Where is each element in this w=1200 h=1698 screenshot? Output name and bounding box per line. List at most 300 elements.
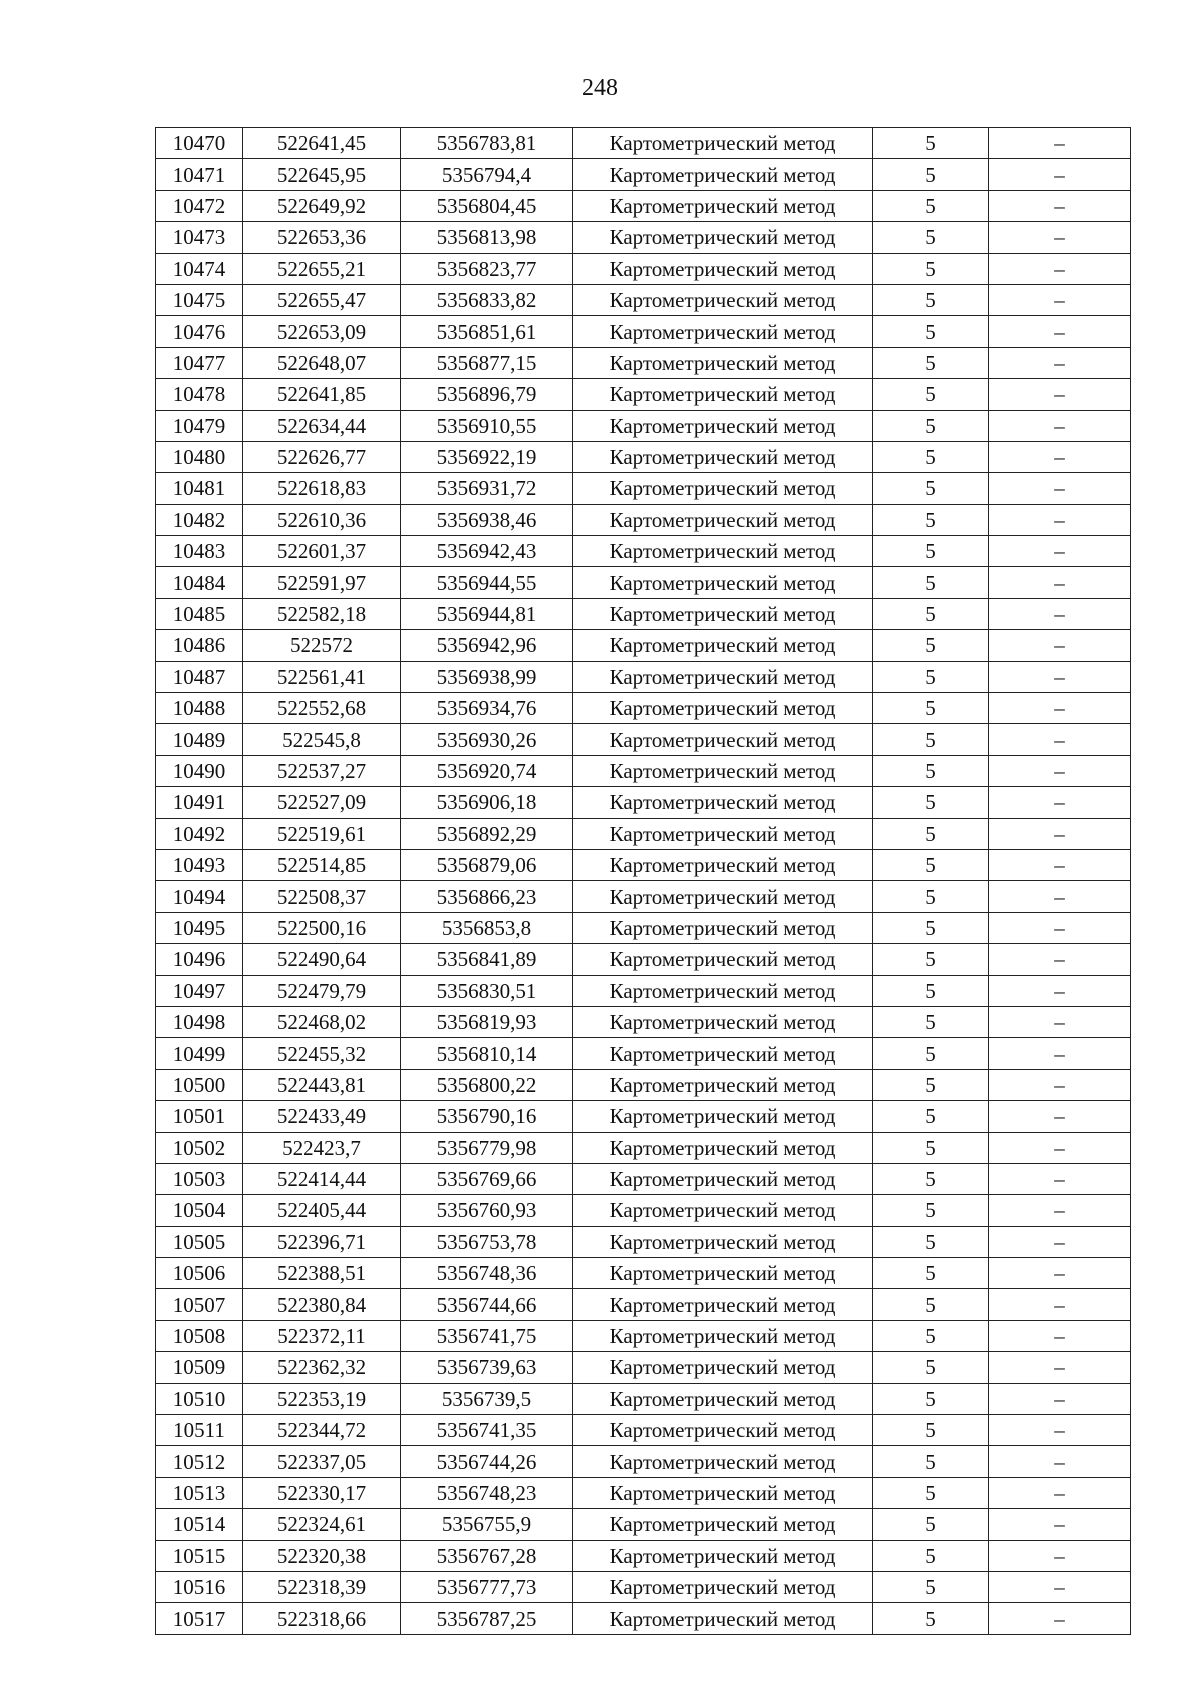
- y-coordinate-cell: 5356853,8: [401, 912, 573, 943]
- point-number-cell: 10510: [156, 1383, 243, 1414]
- accuracy-cell: 5: [873, 1258, 989, 1289]
- accuracy-cell: 5: [873, 441, 989, 472]
- point-number-cell: 10514: [156, 1509, 243, 1540]
- note-cell: –: [989, 1132, 1131, 1163]
- x-coordinate-cell: 522479,79: [243, 975, 401, 1006]
- note-cell: –: [989, 222, 1131, 253]
- table-row: [156, 316, 1131, 347]
- accuracy-cell: 5: [873, 630, 989, 661]
- point-number-cell: 10490: [156, 755, 243, 786]
- note-cell: –: [989, 630, 1131, 661]
- accuracy-cell: 5: [873, 1101, 989, 1132]
- table-row: [156, 473, 1131, 504]
- x-coordinate-cell: 522396,71: [243, 1226, 401, 1257]
- accuracy-cell: 5: [873, 1477, 989, 1508]
- note-cell: –: [989, 1258, 1131, 1289]
- point-number-cell: 10509: [156, 1352, 243, 1383]
- table-row: [156, 1571, 1131, 1602]
- point-number-cell: 10481: [156, 473, 243, 504]
- note-cell: –: [989, 912, 1131, 943]
- x-coordinate-cell: 522653,09: [243, 316, 401, 347]
- accuracy-cell: 5: [873, 1038, 989, 1069]
- note-cell: –: [989, 1038, 1131, 1069]
- table-row: [156, 504, 1131, 535]
- y-coordinate-cell: 5356830,51: [401, 975, 573, 1006]
- y-coordinate-cell: 5356920,74: [401, 755, 573, 786]
- table-row: [156, 975, 1131, 1006]
- table-row: [156, 222, 1131, 253]
- accuracy-cell: 5: [873, 849, 989, 880]
- table-row: [156, 912, 1131, 943]
- accuracy-cell: 5: [873, 1415, 989, 1446]
- accuracy-cell: 5: [873, 222, 989, 253]
- table-row: [156, 1006, 1131, 1037]
- method-cell: Картометрический метод: [573, 661, 873, 692]
- x-coordinate-cell: 522545,8: [243, 724, 401, 755]
- note-cell: –: [989, 441, 1131, 472]
- point-number-cell: 10495: [156, 912, 243, 943]
- table-row: [156, 441, 1131, 472]
- y-coordinate-cell: 5356823,77: [401, 253, 573, 284]
- note-cell: –: [989, 944, 1131, 975]
- point-number-cell: 10507: [156, 1289, 243, 1320]
- table-row: [156, 536, 1131, 567]
- point-number-cell: 10483: [156, 536, 243, 567]
- y-coordinate-cell: 5356938,46: [401, 504, 573, 535]
- y-coordinate-cell: 5356810,14: [401, 1038, 573, 1069]
- x-coordinate-cell: 522552,68: [243, 693, 401, 724]
- method-cell: Картометрический метод: [573, 787, 873, 818]
- table-row: [156, 818, 1131, 849]
- x-coordinate-cell: 522655,47: [243, 284, 401, 315]
- method-cell: Картометрический метод: [573, 1320, 873, 1351]
- table-row: [156, 661, 1131, 692]
- y-coordinate-cell: 5356942,43: [401, 536, 573, 567]
- y-coordinate-cell: 5356800,22: [401, 1069, 573, 1100]
- method-cell: Картометрический метод: [573, 1571, 873, 1602]
- y-coordinate-cell: 5356906,18: [401, 787, 573, 818]
- table-row: [156, 1603, 1131, 1634]
- table-row: [156, 724, 1131, 755]
- note-cell: –: [989, 504, 1131, 535]
- method-cell: Картометрический метод: [573, 630, 873, 661]
- method-cell: Картометрический метод: [573, 567, 873, 598]
- accuracy-cell: 5: [873, 379, 989, 410]
- y-coordinate-cell: 5356739,63: [401, 1352, 573, 1383]
- x-coordinate-cell: 522508,37: [243, 881, 401, 912]
- x-coordinate-cell: 522519,61: [243, 818, 401, 849]
- accuracy-cell: 5: [873, 755, 989, 786]
- note-cell: –: [989, 1163, 1131, 1194]
- x-coordinate-cell: 522591,97: [243, 567, 401, 598]
- note-cell: –: [989, 1320, 1131, 1351]
- table-row: [156, 1415, 1131, 1446]
- x-coordinate-cell: 522330,17: [243, 1477, 401, 1508]
- x-coordinate-cell: 522641,45: [243, 128, 401, 159]
- y-coordinate-cell: 5356938,99: [401, 661, 573, 692]
- y-coordinate-cell: 5356804,45: [401, 190, 573, 221]
- table-row: [156, 410, 1131, 441]
- point-number-cell: 10486: [156, 630, 243, 661]
- x-coordinate-cell: 522634,44: [243, 410, 401, 441]
- x-coordinate-cell: 522500,16: [243, 912, 401, 943]
- table-row: [156, 284, 1131, 315]
- table-row: [156, 1540, 1131, 1571]
- page-number: 248: [582, 75, 618, 101]
- accuracy-cell: 5: [873, 536, 989, 567]
- x-coordinate-cell: 522655,21: [243, 253, 401, 284]
- point-number-cell: 10513: [156, 1477, 243, 1508]
- accuracy-cell: 5: [873, 787, 989, 818]
- table-row: [156, 1226, 1131, 1257]
- y-coordinate-cell: 5356944,81: [401, 598, 573, 629]
- point-number-cell: 10492: [156, 818, 243, 849]
- table-row: [156, 1289, 1131, 1320]
- table-row: [156, 1477, 1131, 1508]
- point-number-cell: 10506: [156, 1258, 243, 1289]
- method-cell: Картометрический метод: [573, 347, 873, 378]
- point-number-cell: 10478: [156, 379, 243, 410]
- table-row: [156, 128, 1131, 159]
- method-cell: Картометрический метод: [573, 1352, 873, 1383]
- x-coordinate-cell: 522423,7: [243, 1132, 401, 1163]
- x-coordinate-cell: 522318,39: [243, 1571, 401, 1602]
- x-coordinate-cell: 522514,85: [243, 849, 401, 880]
- table-row: [156, 159, 1131, 190]
- x-coordinate-cell: 522443,81: [243, 1069, 401, 1100]
- note-cell: –: [989, 598, 1131, 629]
- accuracy-cell: 5: [873, 975, 989, 1006]
- note-cell: –: [989, 1540, 1131, 1571]
- point-number-cell: 10499: [156, 1038, 243, 1069]
- accuracy-cell: 5: [873, 253, 989, 284]
- y-coordinate-cell: 5356744,66: [401, 1289, 573, 1320]
- accuracy-cell: 5: [873, 944, 989, 975]
- method-cell: Картометрический метод: [573, 1006, 873, 1037]
- method-cell: Картометрический метод: [573, 1258, 873, 1289]
- note-cell: –: [989, 1509, 1131, 1540]
- note-cell: –: [989, 1571, 1131, 1602]
- table-row: [156, 253, 1131, 284]
- x-coordinate-cell: 522648,07: [243, 347, 401, 378]
- y-coordinate-cell: 5356930,26: [401, 724, 573, 755]
- method-cell: Картометрический метод: [573, 1132, 873, 1163]
- note-cell: –: [989, 347, 1131, 378]
- method-cell: Картометрический метод: [573, 724, 873, 755]
- method-cell: Картометрический метод: [573, 944, 873, 975]
- y-coordinate-cell: 5356922,19: [401, 441, 573, 472]
- note-cell: –: [989, 284, 1131, 315]
- method-cell: Картометрический метод: [573, 253, 873, 284]
- method-cell: Картометрический метод: [573, 536, 873, 567]
- method-cell: Картометрический метод: [573, 316, 873, 347]
- x-coordinate-cell: 522653,36: [243, 222, 401, 253]
- accuracy-cell: 5: [873, 1132, 989, 1163]
- point-number-cell: 10496: [156, 944, 243, 975]
- x-coordinate-cell: 522649,92: [243, 190, 401, 221]
- y-coordinate-cell: 5356779,98: [401, 1132, 573, 1163]
- note-cell: –: [989, 1006, 1131, 1037]
- y-coordinate-cell: 5356851,61: [401, 316, 573, 347]
- note-cell: –: [989, 881, 1131, 912]
- table-row: [156, 598, 1131, 629]
- y-coordinate-cell: 5356877,15: [401, 347, 573, 378]
- x-coordinate-cell: 522324,61: [243, 1509, 401, 1540]
- y-coordinate-cell: 5356753,78: [401, 1226, 573, 1257]
- method-cell: Картометрический метод: [573, 693, 873, 724]
- method-cell: Картометрический метод: [573, 1383, 873, 1414]
- accuracy-cell: 5: [873, 1069, 989, 1100]
- x-coordinate-cell: 522490,64: [243, 944, 401, 975]
- x-coordinate-cell: 522353,19: [243, 1383, 401, 1414]
- x-coordinate-cell: 522610,36: [243, 504, 401, 535]
- accuracy-cell: 5: [873, 598, 989, 629]
- method-cell: Картометрический метод: [573, 849, 873, 880]
- point-number-cell: 10498: [156, 1006, 243, 1037]
- point-number-cell: 10505: [156, 1226, 243, 1257]
- y-coordinate-cell: 5356755,9: [401, 1509, 573, 1540]
- x-coordinate-cell: 522414,44: [243, 1163, 401, 1194]
- accuracy-cell: 5: [873, 190, 989, 221]
- method-cell: Картометрический метод: [573, 1101, 873, 1132]
- accuracy-cell: 5: [873, 1163, 989, 1194]
- note-cell: –: [989, 1289, 1131, 1320]
- table-row: [156, 1320, 1131, 1351]
- point-number-cell: 10482: [156, 504, 243, 535]
- table-row: [156, 755, 1131, 786]
- x-coordinate-cell: 522405,44: [243, 1195, 401, 1226]
- note-cell: –: [989, 661, 1131, 692]
- point-number-cell: 10493: [156, 849, 243, 880]
- point-number-cell: 10476: [156, 316, 243, 347]
- point-number-cell: 10503: [156, 1163, 243, 1194]
- accuracy-cell: 5: [873, 128, 989, 159]
- table-row: [156, 1258, 1131, 1289]
- method-cell: Картометрический метод: [573, 410, 873, 441]
- point-number-cell: 10504: [156, 1195, 243, 1226]
- table-row: [156, 881, 1131, 912]
- y-coordinate-cell: 5356934,76: [401, 693, 573, 724]
- accuracy-cell: 5: [873, 347, 989, 378]
- y-coordinate-cell: 5356741,35: [401, 1415, 573, 1446]
- table-row: [156, 693, 1131, 724]
- point-number-cell: 10479: [156, 410, 243, 441]
- note-cell: –: [989, 849, 1131, 880]
- accuracy-cell: 5: [873, 881, 989, 912]
- accuracy-cell: 5: [873, 1603, 989, 1634]
- table-row: [156, 1132, 1131, 1163]
- x-coordinate-cell: 522337,05: [243, 1446, 401, 1477]
- table-row: [156, 379, 1131, 410]
- accuracy-cell: 5: [873, 1320, 989, 1351]
- accuracy-cell: 5: [873, 818, 989, 849]
- method-cell: Картометрический метод: [573, 1226, 873, 1257]
- accuracy-cell: 5: [873, 410, 989, 441]
- y-coordinate-cell: 5356813,98: [401, 222, 573, 253]
- note-cell: –: [989, 473, 1131, 504]
- coordinates-table-body: [156, 128, 1131, 1635]
- point-number-cell: 10500: [156, 1069, 243, 1100]
- table-row: [156, 630, 1131, 661]
- note-cell: –: [989, 1352, 1131, 1383]
- accuracy-cell: 5: [873, 567, 989, 598]
- method-cell: Картометрический метод: [573, 1509, 873, 1540]
- accuracy-cell: 5: [873, 1540, 989, 1571]
- x-coordinate-cell: 522537,27: [243, 755, 401, 786]
- y-coordinate-cell: 5356942,96: [401, 630, 573, 661]
- method-cell: Картометрический метод: [573, 441, 873, 472]
- x-coordinate-cell: 522527,09: [243, 787, 401, 818]
- method-cell: Картометрический метод: [573, 598, 873, 629]
- table-row: [156, 347, 1131, 378]
- method-cell: Картометрический метод: [573, 1163, 873, 1194]
- point-number-cell: 10491: [156, 787, 243, 818]
- point-number-cell: 10511: [156, 1415, 243, 1446]
- x-coordinate-cell: 522618,83: [243, 473, 401, 504]
- y-coordinate-cell: 5356841,89: [401, 944, 573, 975]
- point-number-cell: 10488: [156, 693, 243, 724]
- point-number-cell: 10497: [156, 975, 243, 1006]
- accuracy-cell: 5: [873, 1571, 989, 1602]
- x-coordinate-cell: 522468,02: [243, 1006, 401, 1037]
- point-number-cell: 10474: [156, 253, 243, 284]
- point-number-cell: 10502: [156, 1132, 243, 1163]
- y-coordinate-cell: 5356787,25: [401, 1603, 573, 1634]
- note-cell: –: [989, 1195, 1131, 1226]
- point-number-cell: 10477: [156, 347, 243, 378]
- y-coordinate-cell: 5356833,82: [401, 284, 573, 315]
- note-cell: –: [989, 755, 1131, 786]
- point-number-cell: 10516: [156, 1571, 243, 1602]
- note-cell: –: [989, 410, 1131, 441]
- accuracy-cell: 5: [873, 1352, 989, 1383]
- y-coordinate-cell: 5356760,93: [401, 1195, 573, 1226]
- y-coordinate-cell: 5356794,4: [401, 159, 573, 190]
- method-cell: Картометрический метод: [573, 912, 873, 943]
- x-coordinate-cell: 522380,84: [243, 1289, 401, 1320]
- note-cell: –: [989, 724, 1131, 755]
- y-coordinate-cell: 5356879,06: [401, 849, 573, 880]
- x-coordinate-cell: 522455,32: [243, 1038, 401, 1069]
- point-number-cell: 10501: [156, 1101, 243, 1132]
- table-row: [156, 1069, 1131, 1100]
- method-cell: Картометрический метод: [573, 1446, 873, 1477]
- table-row: [156, 190, 1131, 221]
- table-row: [156, 1446, 1131, 1477]
- x-coordinate-cell: 522626,77: [243, 441, 401, 472]
- note-cell: –: [989, 1069, 1131, 1100]
- accuracy-cell: 5: [873, 316, 989, 347]
- method-cell: Картометрический метод: [573, 1477, 873, 1508]
- x-coordinate-cell: 522645,95: [243, 159, 401, 190]
- table-row: [156, 944, 1131, 975]
- x-coordinate-cell: 522641,85: [243, 379, 401, 410]
- y-coordinate-cell: 5356944,55: [401, 567, 573, 598]
- note-cell: –: [989, 1415, 1131, 1446]
- table-row: [156, 849, 1131, 880]
- accuracy-cell: 5: [873, 1226, 989, 1257]
- y-coordinate-cell: 5356819,93: [401, 1006, 573, 1037]
- method-cell: Картометрический метод: [573, 222, 873, 253]
- accuracy-cell: 5: [873, 1509, 989, 1540]
- note-cell: –: [989, 787, 1131, 818]
- x-coordinate-cell: 522601,37: [243, 536, 401, 567]
- accuracy-cell: 5: [873, 1006, 989, 1037]
- method-cell: Картометрический метод: [573, 1289, 873, 1320]
- accuracy-cell: 5: [873, 912, 989, 943]
- accuracy-cell: 5: [873, 1383, 989, 1414]
- accuracy-cell: 5: [873, 473, 989, 504]
- point-number-cell: 10480: [156, 441, 243, 472]
- x-coordinate-cell: 522572: [243, 630, 401, 661]
- point-number-cell: 10475: [156, 284, 243, 315]
- accuracy-cell: 5: [873, 1289, 989, 1320]
- note-cell: –: [989, 1477, 1131, 1508]
- note-cell: –: [989, 1226, 1131, 1257]
- y-coordinate-cell: 5356777,73: [401, 1571, 573, 1602]
- method-cell: Картометрический метод: [573, 190, 873, 221]
- method-cell: Картометрический метод: [573, 1038, 873, 1069]
- table-row: [156, 1195, 1131, 1226]
- note-cell: –: [989, 1603, 1131, 1634]
- note-cell: –: [989, 1446, 1131, 1477]
- accuracy-cell: 5: [873, 159, 989, 190]
- method-cell: Картометрический метод: [573, 284, 873, 315]
- x-coordinate-cell: 522388,51: [243, 1258, 401, 1289]
- point-number-cell: 10473: [156, 222, 243, 253]
- point-number-cell: 10508: [156, 1320, 243, 1351]
- table-row: [156, 567, 1131, 598]
- note-cell: –: [989, 379, 1131, 410]
- method-cell: Картометрический метод: [573, 1603, 873, 1634]
- accuracy-cell: 5: [873, 693, 989, 724]
- table-row: [156, 1101, 1131, 1132]
- point-number-cell: 10485: [156, 598, 243, 629]
- point-number-cell: 10472: [156, 190, 243, 221]
- point-number-cell: 10489: [156, 724, 243, 755]
- table-row: [156, 1163, 1131, 1194]
- x-coordinate-cell: 522372,11: [243, 1320, 401, 1351]
- table-row: [156, 1383, 1131, 1414]
- x-coordinate-cell: 522582,18: [243, 598, 401, 629]
- y-coordinate-cell: 5356892,29: [401, 818, 573, 849]
- accuracy-cell: 5: [873, 504, 989, 535]
- note-cell: –: [989, 1383, 1131, 1414]
- method-cell: Картометрический метод: [573, 1195, 873, 1226]
- point-number-cell: 10515: [156, 1540, 243, 1571]
- point-number-cell: 10484: [156, 567, 243, 598]
- y-coordinate-cell: 5356769,66: [401, 1163, 573, 1194]
- method-cell: Картометрический метод: [573, 128, 873, 159]
- y-coordinate-cell: 5356739,5: [401, 1383, 573, 1414]
- point-number-cell: 10471: [156, 159, 243, 190]
- y-coordinate-cell: 5356866,23: [401, 881, 573, 912]
- y-coordinate-cell: 5356896,79: [401, 379, 573, 410]
- point-number-cell: 10494: [156, 881, 243, 912]
- method-cell: Картометрический метод: [573, 975, 873, 1006]
- table-row: [156, 787, 1131, 818]
- note-cell: –: [989, 128, 1131, 159]
- accuracy-cell: 5: [873, 661, 989, 692]
- note-cell: –: [989, 693, 1131, 724]
- y-coordinate-cell: 5356744,26: [401, 1446, 573, 1477]
- method-cell: Картометрический метод: [573, 1069, 873, 1100]
- method-cell: Картометрический метод: [573, 1415, 873, 1446]
- note-cell: –: [989, 567, 1131, 598]
- note-cell: –: [989, 1101, 1131, 1132]
- y-coordinate-cell: 5356767,28: [401, 1540, 573, 1571]
- y-coordinate-cell: 5356910,55: [401, 410, 573, 441]
